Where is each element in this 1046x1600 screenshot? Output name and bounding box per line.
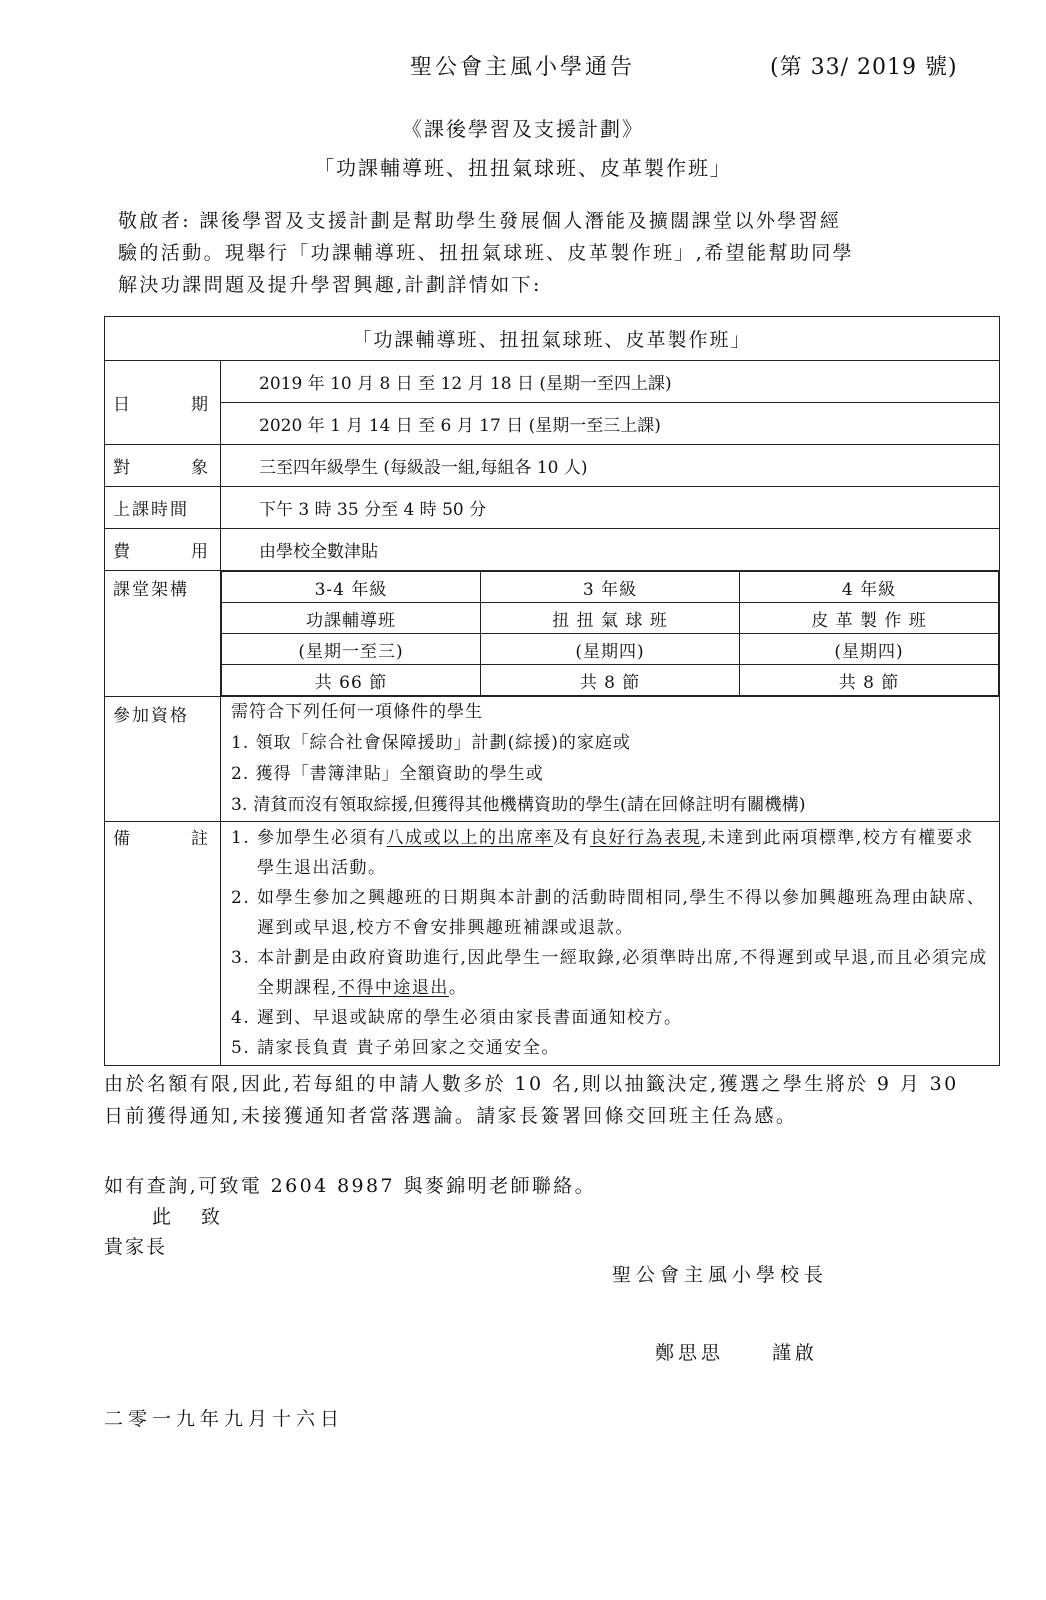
- remark-text-part: 。: [448, 978, 468, 998]
- fee-value: 由學校全數津貼: [221, 529, 1000, 571]
- enquiry-paragraph: 如有查詢,可致電 2604 8987 與麥錦明老師聯絡。: [104, 1175, 597, 1197]
- session-count-cell: 共 8 節: [481, 665, 740, 696]
- respectfully: 謹啟: [772, 1342, 819, 1364]
- structure-table: [221, 571, 999, 696]
- class-day-cell: (星期一至三): [222, 634, 481, 665]
- remarks-label-char: 註: [191, 829, 208, 849]
- eligibility-item: 1. 領取「綜合社會保障援助」計劃(綜援)的家庭或: [231, 733, 631, 753]
- remarks-cell: [221, 822, 1000, 1066]
- principal-title: 聖公會主風小學校長: [612, 1264, 829, 1286]
- eligibility-label: 參加資格: [105, 697, 221, 822]
- remark-text-part: ,未達到此兩項標準,校方有權要求學生退出活動。: [257, 828, 974, 878]
- eligibility-cell: [221, 697, 1000, 822]
- grade-cell: 3-4 年級: [222, 572, 481, 603]
- target-label-char: 象: [191, 458, 208, 478]
- remark-text: 請家長負責 貴子弟回家之交通安全。: [257, 1038, 560, 1058]
- time-label: 上課時間: [105, 487, 221, 529]
- remark-item: [231, 883, 991, 943]
- remark-text-part: 本計劃是由政府資助進行,因此學生一經取錄,必須準時出席,不得遲到或早退,而且必須完成全期課程,: [257, 948, 988, 998]
- classes-title: 「功課輔導班、扭扭氣球班、皮革製作班」: [314, 156, 732, 180]
- no-withdrawal-requirement: 不得中途退出: [337, 978, 449, 998]
- grade-cell: 4 年級: [740, 572, 999, 603]
- closing-zhi: 致: [201, 1206, 223, 1228]
- session-count-cell: 共 8 節: [740, 665, 999, 696]
- class-name-cell: 皮 革 製 作 班: [740, 603, 999, 634]
- remark-item: [231, 1033, 991, 1063]
- remark-text: 如學生參加之興趣班的日期與本計劃的活動時間相同,學生不得以參加興趣班為理由缺席、遲到或早退,校方不會安排興趣班補課或退款。: [257, 888, 986, 938]
- grade-cell: 3 年級: [481, 572, 740, 603]
- closing-ci: 此: [152, 1206, 174, 1228]
- notice-number: (第 33/ 2019 號): [770, 55, 958, 80]
- intro-line: 敬啟者: 課後學習及支援計劃是幫助學生發展個人潛能及擴闊課堂以外學習經: [118, 210, 842, 232]
- fee-label-char: 費: [113, 542, 130, 562]
- remarks-label-cell: [105, 822, 221, 1066]
- remark-number: 4.: [231, 1008, 251, 1028]
- quota-paragraph: 由於名額有限,因此,若每組的申請人數多於 10 名,則以抽籤決定,獲選之學生將於 9 月 30 日前獲得通知,未接獲通知者當落選論。請家長簽署回條交回班主任為感。: [104, 1073, 959, 1127]
- remark-item: [231, 823, 991, 883]
- date-label-cell: [105, 361, 221, 445]
- eligibility-item: 3. 清貧而沒有領取綜援,但獲得其他機構資助的學生(請在回條註明有關機構): [231, 795, 806, 815]
- remark-number: 5.: [231, 1038, 251, 1058]
- class-name-cell: 扭 扭 氣 球 班: [481, 603, 740, 634]
- intro-paragraph: [118, 205, 988, 301]
- remark-text-part: 及有: [553, 828, 590, 848]
- notice-date: 二零一九年九月十六日: [104, 1408, 345, 1430]
- notice-school-title: 聖公會主風小學通告: [410, 55, 636, 80]
- remark-number: 3.: [231, 948, 251, 968]
- class-day-cell: (星期四): [481, 634, 740, 665]
- intro-line: 驗的活動。現舉行「功課輔導班、扭扭氣球班、皮革製作班」,希望能幫助同學: [118, 242, 855, 264]
- closing-salutation: [152, 1202, 222, 1229]
- behaviour-requirement: 良好行為表現: [590, 828, 701, 848]
- target-label-char: 對: [113, 458, 130, 478]
- fee-label-char: 用: [191, 542, 208, 562]
- time-value: 下午 3 時 35 分至 4 時 50 分: [221, 487, 1000, 529]
- date-range-2: 2020 年 1 月 14 日 至 6 月 17 日 (星期一至三上課): [221, 403, 1000, 445]
- attendance-requirement: 八成或以上的出席率: [386, 828, 553, 848]
- remark-text: [257, 823, 991, 883]
- class-name-cell: 功課輔導班: [222, 603, 481, 634]
- fee-label-cell: [105, 529, 221, 571]
- date-label-char: 期: [191, 395, 208, 415]
- session-count-cell: 共 66 節: [222, 665, 481, 696]
- date-range-1: 2019 年 10 月 8 日 至 12 月 18 日 (星期一至四上課): [221, 361, 1000, 403]
- eligibility-item: 2. 獲得「書簿津貼」全額資助的學生或: [231, 764, 544, 784]
- remarks-label-char: 備: [113, 829, 130, 849]
- remark-text-part: 參加學生必須有: [257, 828, 387, 848]
- structure-label: 課堂架構: [105, 571, 221, 697]
- target-value: 三至四年級學生 (每級設一組,每組各 10 人): [221, 445, 1000, 487]
- structure-cell: [221, 571, 1000, 697]
- principal-name: 鄭思思: [655, 1342, 725, 1364]
- remark-text: [257, 943, 991, 1003]
- remark-text: 遲到、早退或缺席的學生必須由家長書面通知校方。: [257, 1008, 683, 1028]
- class-day-cell: (星期四): [740, 634, 999, 665]
- eligibility-intro: 需符合下列任何一項條件的學生: [231, 702, 483, 722]
- program-title: 《課後學習及支援計劃》: [402, 117, 644, 141]
- remark-item: [231, 943, 991, 1003]
- remark-item: [231, 1003, 991, 1033]
- date-label-char: 日: [113, 395, 130, 415]
- target-label-cell: [105, 445, 221, 487]
- signature-line: [655, 1338, 818, 1365]
- program-details-table: [104, 316, 1000, 1066]
- addressee: 貴家長: [104, 1236, 168, 1258]
- remark-number: 1.: [231, 828, 251, 848]
- intro-line: 解決功課問題及提升學習興趣,計劃詳情如下:: [118, 274, 542, 296]
- table-caption: 「功課輔導班、扭扭氣球班、皮革製作班」: [105, 317, 1000, 361]
- remark-number: 2.: [231, 888, 251, 908]
